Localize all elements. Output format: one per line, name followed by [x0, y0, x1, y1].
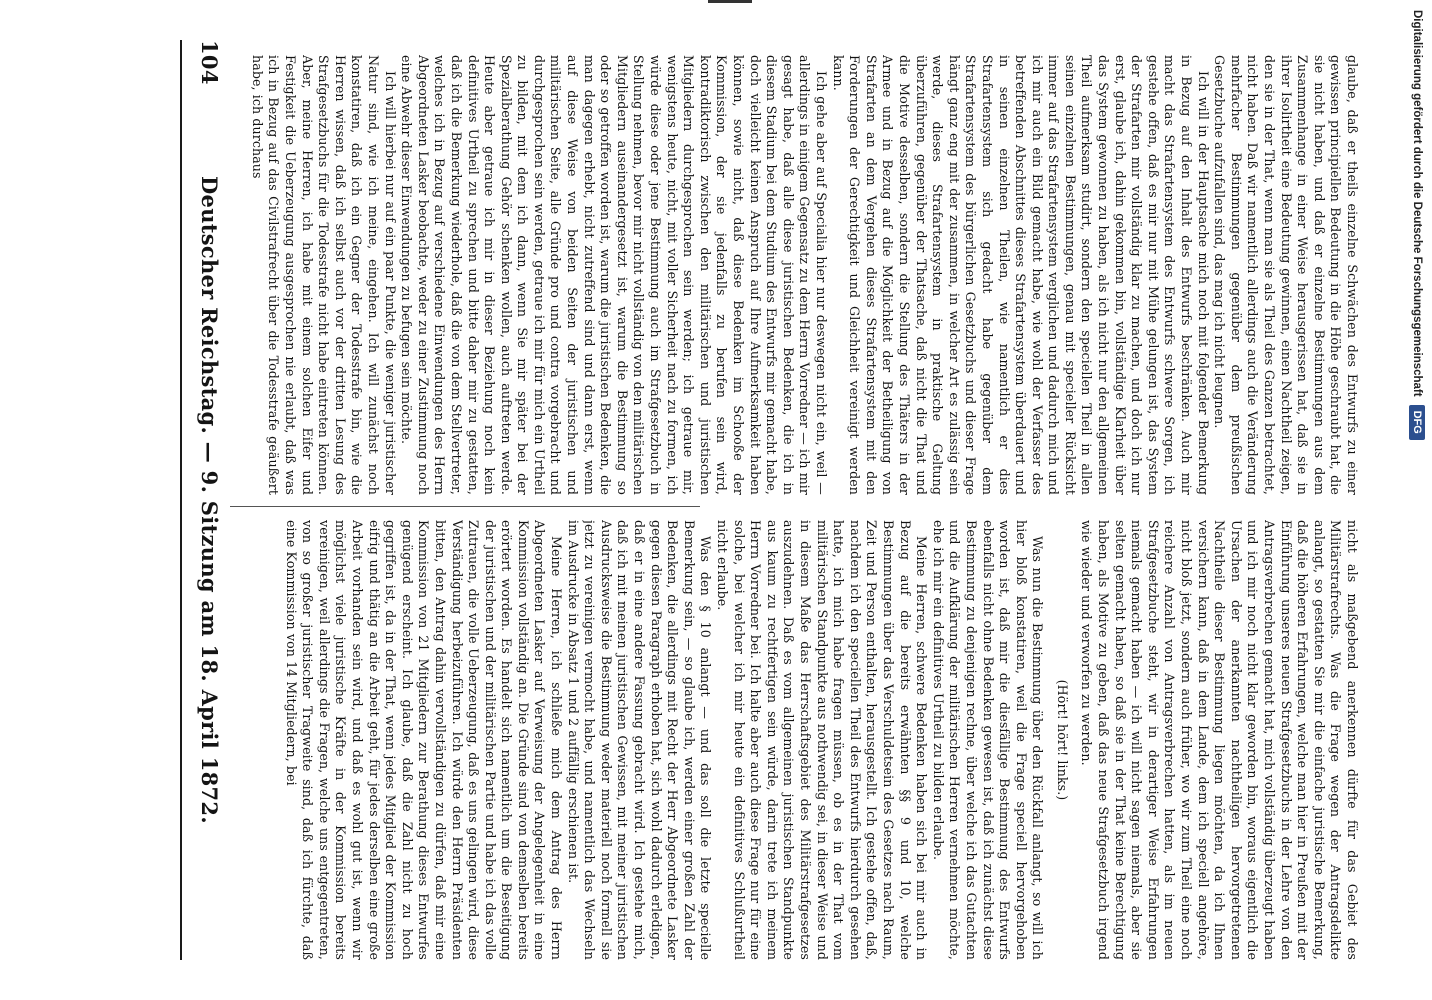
credit-line: [1406, 10, 1428, 990]
left-column: [235, 55, 1360, 495]
running-head: [182, 40, 222, 960]
right-paragraph-3: Meine Herren, schwere Bedenken haben sich bei mir auch in Bezug auf die bereits erwähnten §§ 9 und 10, welche Bestimmungen über das Verschuldetsein des Gesetzes nach Raum, Zeit und Person enthalten, herausgestellt. Ich gestehe offen, daß, nachdem ich den speciellen Theil des Entwurfs hierdurch gesehen hatte, ich mich habe fragen müssen, ob es in der That vom militärischen Standpunkte aus nothwendig sei, in dieser Weise und in diesem Maße das Herrschaftsgebiet des Militärstrafgesetzes auszudehnen. Daß es vom allgemeinen juristischen Standpunkte aus kaum zu rechtfertigen sein würde, darin trete ich meinem Herrn Vorredner bei. Ich halte aber auch diese Frage nur für eine solche, bei welcher ich mir heute ein definitives Schlußurtheil nicht erlaube.: [715, 520, 930, 960]
credit-text: Digitalisierung gefördert durch die Deutsche Forschungsgemeinschaft: [1411, 10, 1423, 397]
rotated-document: [70, 0, 1400, 1000]
left-paragraph-3: Ich gehe aber auf Specialia hier nur deswegen nicht ein, weil — allerdings in einigem Gegensatz zu dem Herrn Vorredner — ich mir gesagt habe, daß alle diese juristischen Bedenken, die ich in diesem Stadium bei dem Studium des Entwurfs mir gemacht habe, doch vielleicht keinen Anspruch auf Ihre Aufmerksamkeit haben können, sowie nicht, daß diese Bedenken im Schooße der Kommission, der sie jedenfalls zu berufen sein wird, kontradiktorisch zwischen den militärischen und juristischen Mitgliedern durchgesprochen sein werden; ich getraue mir, wenigstens heute, nicht, mit voller Sicherheit nach zu formen, ich würde diese oder jene Bestimmung auch im Strafgesetzbuch in Stellung nehmen, bevor mir nicht vollständig von den militärischen Mitgliedern auseinandergesetzt ist, warum die Bestimmung so oder so getroffen worden ist, warum die juristischen Bedenken, die man dagegen erhebt, nicht zutreffend sind und dann erst, wenn auf diese Weise von beiden Seiten der juristischen und militärischen Seite, alle Gründe pro und contra vorgebracht und durchgesprochen sein werden, getraue ich mir für mich ein Urtheil zu bilden, mit dem ich dann, wenn Sie mir später bei der Spezialberathung Gehör schenken wollen, auch auftreten werde. Heute aber getraue ich mir in dieser Beziehung noch kein definitives Urtheil zu sprechen und bitte daher mir zu gestatten, daß ich die Bemerkung wiederhole, daß die von dem Stellvertreter, welches ich in Bezug auf verschiedene Einwendungen des Herrn Abgeordneten Lasker beobachte, weder zu einer Zustimmung noch eine Abwehr dieser Einwendungen zu befugen sein möchte.: [399, 55, 829, 495]
right-paragraph-1: nicht als maßgebend anerkennen dürfte für das Gebiet des Militärstrafrechts. Was die Frage wegen der Antragsdelikte anlangt, so gestatten Sie mir die einfache juristische Bemerkung, daß die höheren Erfahrungen, welche man hier in Preußen mit der Einführung unseres neuen Strafgesetzbuchs in der Lehre von den Antragsverbrechen gemacht hat, mich vollständig überzeugt haben und ich mir noch nicht klar geworden bin, woraus eigentlich die Ursachen der anerkannten nachtheiligen hervorgetretenen Nachtheile dieser Bestimmung liegen möchten, da ich Ihnen versichern kann, daß in dem Lande, dem ich speciell angehöre, nicht bloß jetzt, sondern auch früher, wo wir zum Theil eine noch reichere Anzahl von Antragsverbrechen hatten, als im neuen Strafgesetzbuche steht, wir in derartiger Weise Erfahrungen niemals gemacht haben — ich will nicht sagen niemals, aber sie selten gemacht haben, so daß sie in der That keine Berechtigung haben, als Motive zu geben, daß das neue Strafgesetzbuch irgend wie wieder und verworfen zu werden.: [1079, 520, 1360, 960]
dfg-logo-badge: DFG: [1409, 405, 1425, 440]
left-paragraph-4: Ich will hierbei nur auf ein paar Punkte, die weniger juristischer Natur sind, wie ich meine, eingehen. Ich will zunächst noch konstatiren, daß ich ein Gegner der Todesstrafe bin, wie die Herren wissen, daß ich selbst auch vor der dritten Lesung des Strafgesetzbuchs für die Todesstrafe nicht habe eintreten können. Aber, meine Herren, ich habe mit einem solchen Eifer und Festigkeit die Ueberzeugung ausgesprochen nie erlaubt, daß was ich in Bezug auf das Civilstrafrecht über die Todesstrafe geäußert habe, ich durchaus: [249, 55, 398, 495]
right-paragraph-2: Was nun die Bestimmung über den Rückfall anlangt, so will ich hier bloß konstatiren, weil die Frage speciell hervorgehoben worden ist, daß mir die diesfällige Bestimmung des Entwurfs ebenfalls nicht ohne Bedenken gewesen ist, daß ich zunächst diese Bestimmung zu denjenigen rechne, über welche ich das Gutachten und die Aufklärung der militärischen Herren vernehmen möchte, ehe ich mir ein definitives Urtheil zu bilden erlaube.: [930, 520, 1046, 960]
left-paragraph-2: Ich will in der Hauptsache mich noch mit folgender Bemerkung in Bezug auf den Inhalt des Entwurfs beschränken. Auch mir macht das Strafartensystem des Entwurfs schwere Sorgen, ich gestehe offen, daß es mir nur mit Mühe gelungen ist, das System der Strafarten mir vollständig klar zu machen, und doch ich nur erst, glaube ich, dahin gekommen bin, vollständige Klarheit über das System gewonnen zu haben, als ich nicht nur den allgemeinen Theil aufmerksam studirt, sondern den speciellen Theil in allen seinen einzelnen Bestimmungen, genau mit specieller Rücksicht immer auf das Strafartensystem verglichen und dadurch mich und ich mir auch ein Bild gemacht habe, wie wohl der Verfasser des betreffenden Abschnittes dieses Strafartensystem überdauert und in seinen einzelnen Theilen, wie namentlich er dies Strafartensystem sich gedacht habe gegenüber dem Strafartensystem des bürgerlichen Gesetzbuchs und dieser Frage hängt ganz eng mit der zusammen, in welcher Art es zulässig sein werde, dieses Strafartensystem in praktische Geltung überzuführen, gegenüber der Thatsache, daß nicht die That und die Motive desselben, sondern die Stellung des Thäters in der Armee und in Bezug auf die Möglichkeit der Betheiligung von Strafarten an dem Vergehen dieses Strafartensystem mit den Forderungen der Gerechtigkeit und Gleichheit vereinigt werden kann.: [830, 55, 1211, 495]
right-paragraph-5: Meine Herren, ich schließe mich dem Antrag des Herrn Abgeordneten Lasker auf Verweisung der Angelegenheit in eine Kommission vollständig an. Die Gründe sind von demselben bereits erörtert worden. Es handelt sich namentlich um die Beseitigung der juristischen und der militärischen Partie und habe ich das volle Zutrauen, die volle Ueberzeugung, daß es uns gelingen wird, diese Verständigung herbeizuführen. Ich würde den Herrn Präsidenten bitten, den Antrag dahin vervollständigen zu dürfen, daß mir eine Kommission von 21 Mitgliedern zur Berathung dieses Entwurfes genügend erscheint. Ich glaube, daß die Zahl nicht zu hoch gegriffen ist, da in der That, wenn jedes Mitglied der Kommission eifrig und thätig an die Arbeit geht, für jedes derselben eine große Arbeit vorhanden sein wird, und daß es wohl gut ist, wenn wir möglichst viele juristische Kräfte in der Kommission bereits vereinigen, weil allerdings die Fragen, welche uns entgegentreten, von so großer juristischer Tragweite sind, daß ich fürchte, daß eine Kommission von 14 Mitgliedern, bei: [283, 520, 565, 960]
column-divider: [230, 506, 700, 507]
header-rule: [180, 40, 182, 960]
page-header-title: Deutscher Reichstag. — 9. Sitzung am 18. April 1872.: [197, 176, 222, 824]
digitization-credit: [1406, 10, 1428, 990]
left-paragraph-1: glaube, daß er theils einzelne Schwächen des Entwurfs zu einer gewissen principiellen Bedeutung in die Höhe geschraubt hat, die sie nicht haben, und daß er einzelne Bestimmungen aus dem Zusammenhange in einer Weise herausgerissen hat, daß sie in ihrer Isolirtheit eine Bedeutung gewinnen, einen Nachtheil zeigen, den sie in der That, wenn man sie als Theil des Ganzen betrachtet, nicht haben. Daß wir namentlich allerdings auch die Veränderung mehrfacher Bestimmungen gegenüber dem preußischen Gesetzbuche aufzufallen sind, das mag ich nicht leugnen.: [1212, 55, 1360, 495]
right-column: [235, 520, 1360, 960]
page-number: 104: [197, 40, 222, 85]
right-paragraph-4: Was den § 10 anlangt — und das soll die letzte specielle Bemerkung sein, — so glaube ich, werden einer großen Zahl der Bedenken, die allerdings mit Recht der Herr Abgeordnete Lasker gegen diesen Paragraph erhoben hat, sich wohl dadurch erledigen, daß er in eine andere Fassung gebracht wird. Ich gestehe mich, daß ich mit meinen juristischen Gewissen, mit meiner juristischen Ausdrucksweise die Bestimmung weder materiell noch formell sie jetzt zu vereinigen vermocht habe, und namentlich das Wechseln im Ausdrucke in Absatz 1 und 2 auffällig erschienen ist.: [565, 520, 714, 960]
interjection: (Hört! hört! links.): [1054, 679, 1070, 801]
